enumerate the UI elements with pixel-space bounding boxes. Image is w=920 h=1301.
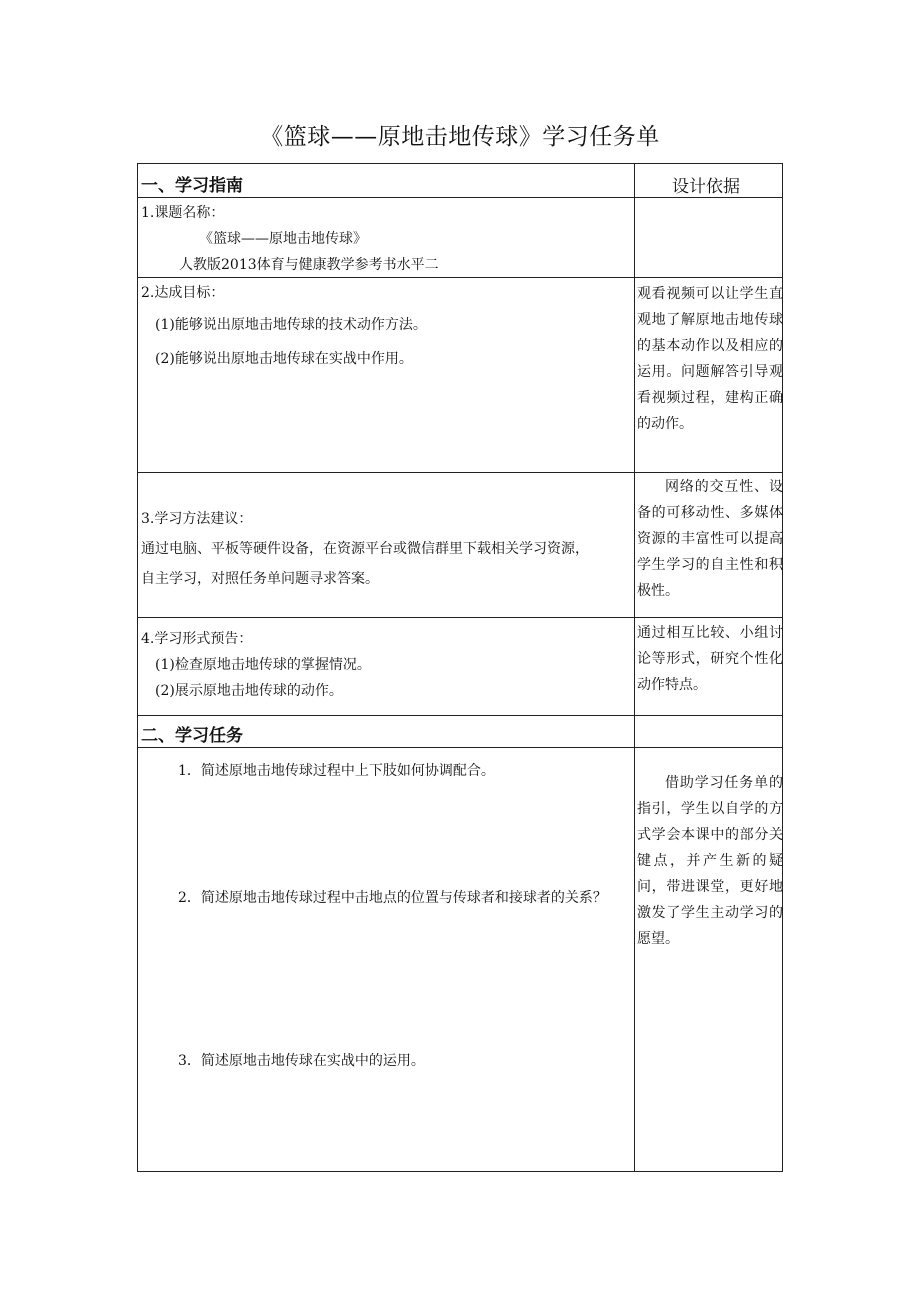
page-title: 《篮球——原地击地传球》学习任务单 — [260, 124, 660, 150]
row-divider — [138, 617, 782, 618]
row-divider — [138, 472, 782, 473]
goals-basis: 观看视频可以让学生直观地了解原地击地传球的基本动作以及相应的运用。问题解答引导观看视频过程，建构正确的动作。 — [637, 286, 783, 432]
section1-heading: 一、学习指南 — [141, 176, 243, 196]
form-item: (2)展示原地击地传球的动作。 — [155, 683, 343, 699]
task-item: 2．简述原地击地传球过程中击地点的位置与传球者和接球者的关系？ — [178, 890, 607, 906]
basis-heading: 设计依据 — [672, 177, 740, 197]
lesson-title: 《篮球——原地击地传球》 — [199, 231, 367, 247]
task-item: 1．简述原地击地传球过程中上下肢如何协调配合。 — [178, 763, 495, 779]
row-divider — [138, 197, 782, 198]
row-divider — [138, 277, 782, 278]
textbook-edition: 人教版2013体育与健康教学参考书水平二 — [179, 257, 439, 273]
row-divider — [138, 715, 782, 716]
column-divider — [634, 164, 635, 1171]
method-line: 自主学习，对照任务单问题寻求答案。 — [141, 571, 379, 587]
section2-heading: 二、学习任务 — [141, 726, 243, 746]
forms-basis: 通过相互比较、小组讨论等形式，研究个性化动作特点。 — [637, 625, 783, 693]
forms-label: 4.学习形式预告： — [141, 631, 253, 647]
goals-label: 2.达成目标： — [141, 285, 225, 301]
task-item: 3．简述原地击地传球在实战中的运用。 — [178, 1053, 425, 1069]
method-label: 3.学习方法建议： — [141, 511, 253, 527]
form-item: (1)检查原地击地传球的掌握情况。 — [155, 657, 371, 673]
method-line: 通过电脑、平板等硬件设备，在资源平台或微信群里下载相关学习资源， — [141, 541, 589, 557]
tasks-basis: 借助学习任务单的指引，学生以自学的方式学会本课中的部分关键点，并产生新的疑问，带进课堂，更好地激发了学生主动学习的愿望。 — [637, 775, 783, 947]
method-basis: 网络的交互性、设备的可移动性、多媒体资源的丰富性可以提高学生学习的自主性和积极性。 — [637, 479, 783, 599]
row-divider — [138, 747, 782, 748]
goal-item: (1)能够说出原地击地传球的技术动作方法。 — [155, 317, 427, 333]
course-name-label: 1.课题名称： — [141, 205, 225, 221]
task-sheet-table — [137, 163, 783, 1172]
goal-item: (2)能够说出原地击地传球在实战中作用。 — [155, 351, 413, 367]
